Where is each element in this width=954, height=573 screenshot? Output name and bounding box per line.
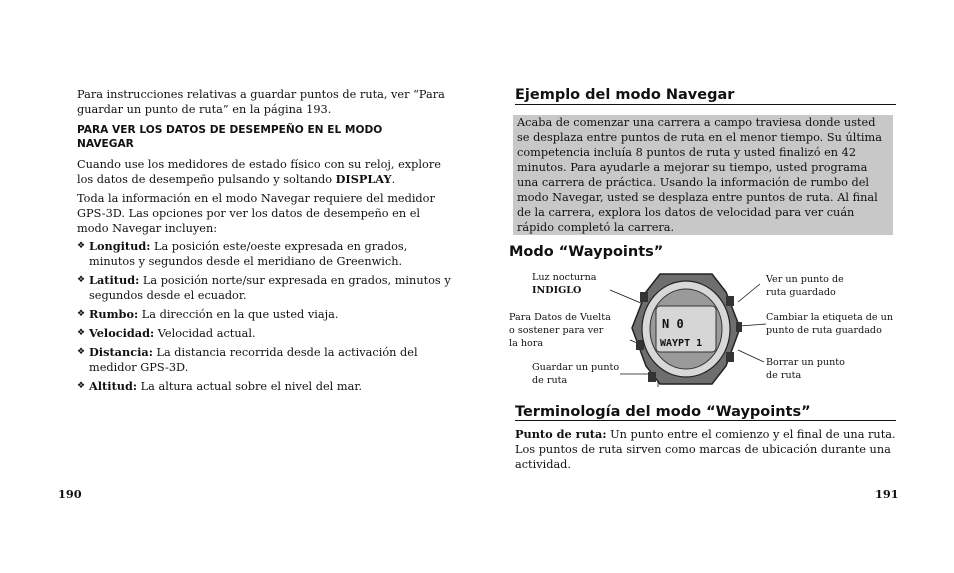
bullet-text: La posición norte/sur expresada en grados, minutos y segundos desde el ecuador. [89,274,451,302]
bullet-term: Latitud: [89,273,140,287]
display-paragraph [77,157,452,187]
bullet-icon: ❖ [77,328,86,338]
bullet-term: Rumbo: [89,307,139,321]
bullet-text: La distancia recorrida desde la activación del medidor GPS-3D. [89,346,418,374]
callout-save-line2: de ruta [532,375,568,386]
bullet-term: Longitud: [89,239,151,253]
bullet-icon: ❖ [77,381,86,391]
bullet-term: Altitud: [89,379,138,393]
bullet-text: La posición este/oeste expresada en grados, minutos y segundos desde el meridiano de Greenwich. [89,240,408,268]
bullet-latitud [77,273,452,303]
callout-change-line1: Cambiar la etiqueta de un [766,312,894,323]
bullet-text: La altura actual sobre el nivel del mar. [137,380,363,393]
heading-rule [515,104,896,105]
terminology-heading: Terminología del modo “Waypoints” [515,404,811,420]
waypoints-heading: Modo “Waypoints” [509,244,664,260]
terminology-rule [515,420,896,421]
delete-button-shape [726,352,734,362]
bullet-longitud [77,239,452,269]
bullet-distancia [77,345,452,375]
callout-lap [509,311,611,350]
bullet-term: Distancia: [89,345,153,359]
definition-term: Punto de ruta: [515,427,607,441]
callout-light-label: Luz nocturna [532,272,597,283]
leader-line [740,324,766,326]
light-button [640,292,648,302]
callout-view-line1: Ver un punto de [766,274,844,285]
view-button-shape [726,296,734,306]
section-heading: PARA VER LOS DATOS DE DESEMPEÑO EN EL MODO NAVEGAR [77,124,383,150]
callout-lap-line2: o sostener para ver [509,325,604,336]
definition-text: Un punto entre el comienzo y el final de una ruta. Los puntos de ruta sirven como marcas de ubicación durante una actividad. [515,428,896,471]
bullet-term: Velocidad: [89,326,155,340]
watch-display-row2: WAYPT 1 [660,338,703,349]
display-button-name: DISPLAY [335,172,392,186]
callout-lap-line3: la hora [509,338,544,349]
callout-delete-line2: de ruta [766,370,802,381]
options-paragraph: Toda la información en el modo Navegar requiere del medidor GPS-3D. Las opciones por ver los datos de desempeño en el modo Navegar incluyen: [77,192,435,235]
callout-view [766,273,844,299]
change-button-shape [736,322,742,332]
callout-change-line2: punto de ruta guardado [766,325,882,336]
callout-view-line2: ruta guardado [766,287,836,298]
intro-paragraph: Para instrucciones relativas a guardar puntos de ruta, ver “Para guardar un punto de ruta” en la página 193. [77,88,445,116]
leader-line [738,350,764,362]
bullet-rumbo [77,307,452,322]
callout-indiglo [532,271,597,297]
callout-save-line1: Guardar un punto [532,362,620,373]
bullet-altitud [77,379,452,394]
callout-change [766,311,893,337]
callout-lap-line1: Para Datos de Vuelta [509,312,611,323]
callout-light-brand: INDIGLO [532,285,582,296]
watch-illustration [600,262,770,400]
bullet-text: Velocidad actual. [154,327,256,340]
page-number-left: 190 [58,487,82,501]
display-text: Cuando use los medidores de estado físico con su reloj, explore los datos de desempeño pulsando y soltando [77,158,441,186]
definition-paragraph [515,427,899,472]
watch-display-row1: N 0 [662,317,684,331]
save-button-shape [648,372,656,382]
example-heading: Ejemplo del modo Navegar [515,87,735,103]
page-number-right: 191 [875,487,899,501]
leader-line [738,284,760,302]
bullet-icon: ❖ [77,241,86,251]
bullet-text: La dirección en la que usted viaja. [138,308,339,321]
callout-delete [766,356,845,382]
period: . [391,173,396,186]
bullet-icon: ❖ [77,309,86,319]
example-box: Acaba de comenzar una carrera a campo traviesa donde usted se desplaza entre puntos de ruta en el menor tiempo. Su última competencia incluía 8 puntos de ruta y usted finalizó en 42 minutos. Para ayudarle a mejorar su tiempo, usted programa una carrera de práctica. Usando la información de rumbo del modo Navegar, usted se desplaza entre puntos de ruta. Al final de la carrera, explora los datos de velocidad para ver cuán rápido completó la carrera. [513,115,893,235]
bullet-icon: ❖ [77,275,86,285]
callout-delete-line1: Borrar un punto [766,357,845,368]
bullet-icon: ❖ [77,347,86,357]
bullet-velocidad [77,326,452,341]
